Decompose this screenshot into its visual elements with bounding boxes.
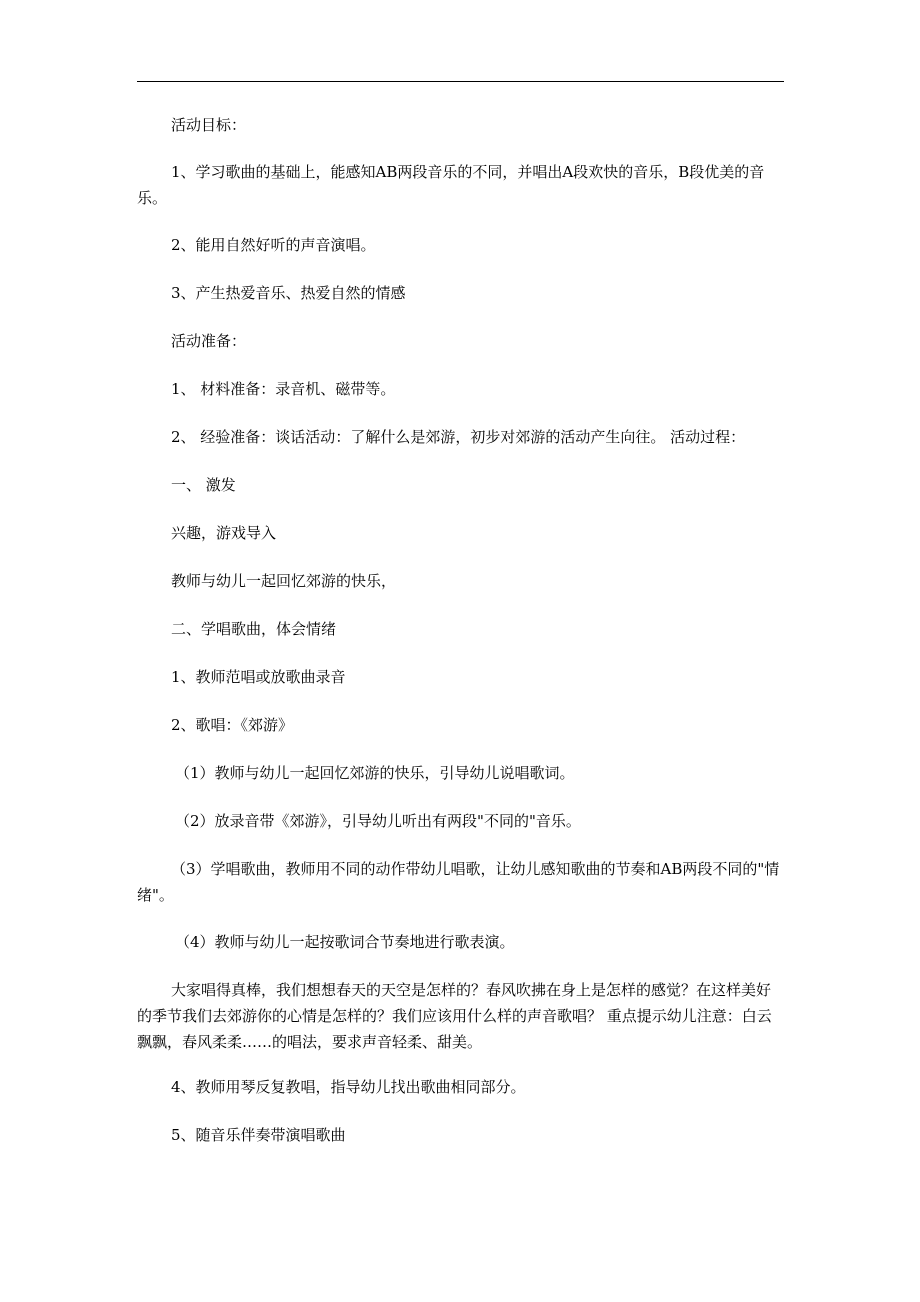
paragraph-step-2-4: 4、教师用琴反复教唱，指导幼儿找出歌曲相同部分。	[171, 1078, 526, 1096]
paragraph-substep-3: （3）学唱歌曲，教师用不同的动作带幼儿唱歌，让幼儿感知歌曲的节奏和AB两段不同的"情绪"。	[137, 860, 780, 904]
paragraph-substep-2: （2）放录音带《郊游》，引导幼儿听出有两段"不同的"音乐。	[175, 812, 581, 830]
paragraph-step-1-cont: 兴趣，游戏导入	[171, 524, 277, 542]
paragraph-goal-1: 1、学习歌曲的基础上，能感知AB两段音乐的不同，并唱出A段欢快的音乐，B段优美的音乐。	[137, 163, 765, 207]
paragraph-goal-2: 2、能用自然好听的声音演唱。	[171, 236, 376, 254]
paragraph-step-2: 二、学唱歌曲，体会情绪	[171, 620, 337, 638]
header-rule	[137, 81, 784, 82]
paragraph-substep-4: （4）教师与幼儿一起按歌词合节奏地进行歌表演。	[175, 933, 515, 951]
paragraph-substep-1: （1）教师与幼儿一起回忆郊游的快乐，引导幼儿说唱歌词。	[175, 764, 575, 782]
paragraph-step-1: 一、 激发	[171, 476, 236, 494]
paragraph-recall: 教师与幼儿一起回忆郊游的快乐，	[171, 572, 397, 590]
section-heading-goals: 活动目标：	[171, 116, 247, 134]
paragraph-goal-3: 3、产生热爱音乐、热爱自然的情感	[171, 284, 406, 302]
paragraph-step-2-1: 1、教师范唱或放歌曲录音	[171, 668, 346, 686]
paragraph-step-2-5: 5、随音乐伴奏带演唱歌曲	[171, 1126, 346, 1144]
paragraph-prep-2: 2、 经验准备：谈话活动：了解什么是郊游，初步对郊游的活动产生向往。 活动过程：	[171, 428, 746, 446]
section-heading-preparation: 活动准备：	[171, 332, 247, 350]
paragraph-prep-1: 1、 材料准备：录音机、磁带等。	[171, 380, 396, 398]
paragraph-guidance: 大家唱得真棒，我们想想春天的天空是怎样的？春风吹拂在身上是怎样的感觉？在这样美好的季节我们去郊游你的心情是怎样的？我们应该用什么样的声音歌唱？ 重点提示幼儿注意：白云飘飘，春风柔柔……的唱法，要求声音轻柔、甜美。	[137, 981, 772, 1051]
paragraph-step-2-2: 2、歌唱：《郊游》	[171, 716, 294, 734]
